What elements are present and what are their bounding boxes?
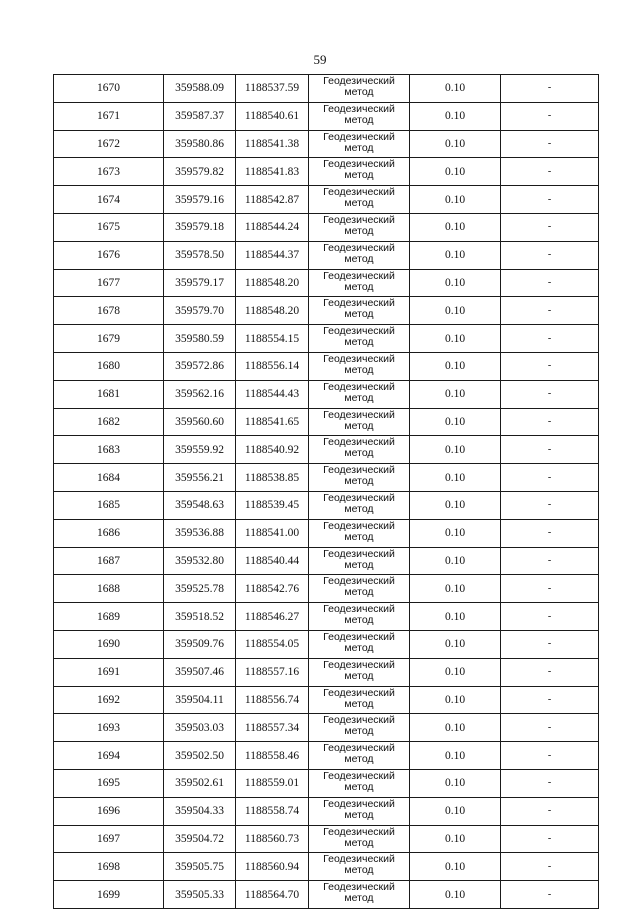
accuracy-value: 0.10 [410, 464, 501, 492]
method-cell [309, 630, 410, 658]
note-value: - [501, 742, 599, 770]
method-line2: метод [344, 864, 374, 877]
point-number: 1675 [54, 213, 164, 241]
point-number: 1686 [54, 519, 164, 547]
method-line1: Геодезический [323, 241, 395, 254]
method-line1: Геодезический [323, 186, 395, 199]
point-number: 1692 [54, 686, 164, 714]
table-row [54, 102, 599, 130]
coordinate-x: 359572.86 [164, 352, 236, 380]
table-row [54, 658, 599, 686]
table-row [54, 213, 599, 241]
point-number: 1670 [54, 75, 164, 103]
coordinate-x: 359504.33 [164, 797, 236, 825]
table-row [54, 547, 599, 575]
method-line2: метод [344, 558, 374, 571]
note-value: - [501, 853, 599, 881]
method-line1: Геодезический [323, 408, 395, 421]
accuracy-value: 0.10 [410, 881, 501, 909]
point-number: 1690 [54, 630, 164, 658]
coordinate-x: 359548.63 [164, 491, 236, 519]
coordinate-y: 1188558.46 [236, 742, 309, 770]
accuracy-value: 0.10 [410, 352, 501, 380]
table-row [54, 714, 599, 742]
table-row [54, 853, 599, 881]
method-line1: Геодезический [323, 325, 395, 338]
coordinate-y: 1188544.24 [236, 213, 309, 241]
method-line1: Геодезический [323, 742, 395, 755]
method-line1: Геодезический [323, 769, 395, 782]
method-line2: метод [344, 141, 374, 154]
accuracy-value: 0.10 [410, 797, 501, 825]
method-line1: Геодезический [323, 75, 395, 87]
method-cell [309, 158, 410, 186]
method-line1: Геодезический [323, 297, 395, 310]
point-number: 1696 [54, 797, 164, 825]
table-row [54, 491, 599, 519]
point-number: 1684 [54, 464, 164, 492]
method-line2: метод [344, 780, 374, 793]
accuracy-value: 0.10 [410, 714, 501, 742]
accuracy-value: 0.10 [410, 630, 501, 658]
coordinate-y: 1188564.70 [236, 881, 309, 909]
table-row [54, 130, 599, 158]
method-line2: метод [344, 530, 374, 543]
method-cell [309, 658, 410, 686]
method-line2: метод [344, 280, 374, 293]
point-number: 1679 [54, 325, 164, 353]
method-line1: Геодезический [323, 714, 395, 727]
table-row [54, 241, 599, 269]
coordinate-y: 1188544.43 [236, 380, 309, 408]
coordinate-y: 1188557.16 [236, 658, 309, 686]
point-number: 1697 [54, 825, 164, 853]
coordinate-y: 1188560.73 [236, 825, 309, 853]
coordinate-x: 359509.76 [164, 630, 236, 658]
coordinate-y: 1188556.74 [236, 686, 309, 714]
coordinate-y: 1188541.38 [236, 130, 309, 158]
note-value: - [501, 575, 599, 603]
note-value: - [501, 241, 599, 269]
coordinate-y: 1188537.59 [236, 75, 309, 103]
coordinate-y: 1188559.01 [236, 769, 309, 797]
accuracy-value: 0.10 [410, 519, 501, 547]
accuracy-value: 0.10 [410, 380, 501, 408]
accuracy-value: 0.10 [410, 825, 501, 853]
method-cell [309, 408, 410, 436]
coordinate-y: 1188539.45 [236, 491, 309, 519]
accuracy-value: 0.10 [410, 102, 501, 130]
method-cell [309, 241, 410, 269]
method-line2: метод [344, 447, 374, 460]
coordinate-y: 1188542.76 [236, 575, 309, 603]
accuracy-value: 0.10 [410, 241, 501, 269]
table-row [54, 797, 599, 825]
coordinate-y: 1188540.61 [236, 102, 309, 130]
method-line2: метод [344, 808, 374, 821]
accuracy-value: 0.10 [410, 491, 501, 519]
coordinate-x: 359580.86 [164, 130, 236, 158]
point-number: 1680 [54, 352, 164, 380]
coordinate-x: 359579.18 [164, 213, 236, 241]
method-line1: Геодезический [323, 603, 395, 616]
method-cell [309, 75, 410, 103]
coordinate-x: 359588.09 [164, 75, 236, 103]
method-line2: метод [344, 753, 374, 766]
table-row [54, 603, 599, 631]
method-cell [309, 769, 410, 797]
method-cell [309, 853, 410, 881]
coordinate-x: 359579.82 [164, 158, 236, 186]
method-cell [309, 575, 410, 603]
point-number: 1693 [54, 714, 164, 742]
point-number: 1699 [54, 881, 164, 909]
method-line1: Геодезический [323, 797, 395, 810]
point-number: 1672 [54, 130, 164, 158]
table-row [54, 519, 599, 547]
note-value: - [501, 658, 599, 686]
accuracy-value: 0.10 [410, 75, 501, 103]
accuracy-value: 0.10 [410, 769, 501, 797]
point-number: 1673 [54, 158, 164, 186]
method-line2: метод [344, 614, 374, 627]
method-line1: Геодезический [323, 519, 395, 532]
note-value: - [501, 75, 599, 103]
coordinate-y: 1188548.20 [236, 297, 309, 325]
method-line2: метод [344, 86, 374, 98]
method-line1: Геодезический [323, 881, 395, 894]
accuracy-value: 0.10 [410, 603, 501, 631]
coordinate-x: 359559.92 [164, 436, 236, 464]
table-row [54, 186, 599, 214]
note-value: - [501, 464, 599, 492]
table-row [54, 881, 599, 909]
method-cell [309, 547, 410, 575]
note-value: - [501, 186, 599, 214]
point-number: 1694 [54, 742, 164, 770]
table-row [54, 742, 599, 770]
method-cell [309, 603, 410, 631]
note-value: - [501, 158, 599, 186]
note-value: - [501, 547, 599, 575]
method-line1: Геодезический [323, 547, 395, 560]
coordinate-y: 1188544.37 [236, 241, 309, 269]
point-number: 1678 [54, 297, 164, 325]
method-line1: Геодезический [323, 352, 395, 365]
coordinate-x: 359502.50 [164, 742, 236, 770]
table-row [54, 686, 599, 714]
coordinate-y: 1188538.85 [236, 464, 309, 492]
accuracy-value: 0.10 [410, 130, 501, 158]
table-row [54, 769, 599, 797]
method-line1: Геодезический [323, 491, 395, 504]
method-line2: метод [344, 419, 374, 432]
point-number: 1688 [54, 575, 164, 603]
table-row [54, 297, 599, 325]
point-number: 1674 [54, 186, 164, 214]
method-line2: метод [344, 391, 374, 404]
method-line2: метод [344, 502, 374, 515]
note-value: - [501, 269, 599, 297]
coordinate-y: 1188540.92 [236, 436, 309, 464]
method-cell [309, 797, 410, 825]
coordinate-x: 359502.61 [164, 769, 236, 797]
method-line2: метод [344, 475, 374, 488]
coordinate-x: 359507.46 [164, 658, 236, 686]
note-value: - [501, 881, 599, 909]
coordinate-x: 359587.37 [164, 102, 236, 130]
point-number: 1671 [54, 102, 164, 130]
point-number: 1695 [54, 769, 164, 797]
coordinates-table [53, 74, 599, 909]
accuracy-value: 0.10 [410, 297, 501, 325]
coordinate-y: 1188557.34 [236, 714, 309, 742]
method-cell [309, 102, 410, 130]
method-line2: метод [344, 725, 374, 738]
accuracy-value: 0.10 [410, 658, 501, 686]
method-cell [309, 519, 410, 547]
method-cell [309, 686, 410, 714]
coordinate-x: 359560.60 [164, 408, 236, 436]
note-value: - [501, 519, 599, 547]
coordinate-x: 359525.78 [164, 575, 236, 603]
method-line2: метод [344, 836, 374, 849]
note-value: - [501, 491, 599, 519]
method-line1: Геодезический [323, 464, 395, 477]
method-line1: Геодезический [323, 686, 395, 699]
method-line2: метод [344, 308, 374, 321]
table-row [54, 75, 599, 103]
coordinate-y: 1188554.15 [236, 325, 309, 353]
coordinate-y: 1188541.83 [236, 158, 309, 186]
table-row [54, 630, 599, 658]
coordinate-x: 359580.59 [164, 325, 236, 353]
coordinate-x: 359532.80 [164, 547, 236, 575]
table-row [54, 325, 599, 353]
accuracy-value: 0.10 [410, 325, 501, 353]
accuracy-value: 0.10 [410, 686, 501, 714]
accuracy-value: 0.10 [410, 269, 501, 297]
method-line1: Геодезический [323, 130, 395, 143]
note-value: - [501, 686, 599, 714]
method-cell [309, 464, 410, 492]
point-number: 1685 [54, 491, 164, 519]
method-line2: метод [344, 892, 374, 905]
method-line1: Геодезический [323, 380, 395, 393]
coordinate-x: 359504.11 [164, 686, 236, 714]
table-row [54, 825, 599, 853]
coordinate-y: 1188541.65 [236, 408, 309, 436]
method-cell [309, 714, 410, 742]
method-line1: Геодезический [323, 825, 395, 838]
method-cell [309, 325, 410, 353]
method-cell [309, 881, 410, 909]
coordinate-y: 1188548.20 [236, 269, 309, 297]
table-row [54, 380, 599, 408]
method-cell [309, 742, 410, 770]
note-value: - [501, 825, 599, 853]
coordinate-x: 359503.03 [164, 714, 236, 742]
accuracy-value: 0.10 [410, 408, 501, 436]
note-value: - [501, 352, 599, 380]
coordinate-y: 1188540.44 [236, 547, 309, 575]
method-cell [309, 352, 410, 380]
table-row [54, 436, 599, 464]
point-number: 1687 [54, 547, 164, 575]
method-cell [309, 269, 410, 297]
method-line1: Геодезический [323, 102, 395, 115]
accuracy-value: 0.10 [410, 186, 501, 214]
coordinate-y: 1188541.00 [236, 519, 309, 547]
method-line1: Геодезический [323, 630, 395, 643]
table-row [54, 352, 599, 380]
method-cell [309, 825, 410, 853]
method-line1: Геодезический [323, 853, 395, 866]
accuracy-value: 0.10 [410, 742, 501, 770]
coordinate-x: 359556.21 [164, 464, 236, 492]
method-cell [309, 186, 410, 214]
coordinate-y: 1188542.87 [236, 186, 309, 214]
page-number: 59 [313, 52, 327, 67]
coordinate-x: 359504.72 [164, 825, 236, 853]
method-line2: метод [344, 252, 374, 265]
coordinate-x: 359505.33 [164, 881, 236, 909]
table-row [54, 575, 599, 603]
method-cell [309, 130, 410, 158]
coordinate-x: 359518.52 [164, 603, 236, 631]
accuracy-value: 0.10 [410, 158, 501, 186]
method-line2: метод [344, 224, 374, 237]
note-value: - [501, 603, 599, 631]
method-line2: метод [344, 669, 374, 682]
note-value: - [501, 130, 599, 158]
coordinate-y: 1188560.94 [236, 853, 309, 881]
note-value: - [501, 325, 599, 353]
coordinate-x: 359505.75 [164, 853, 236, 881]
method-line2: метод [344, 113, 374, 126]
method-cell [309, 436, 410, 464]
note-value: - [501, 380, 599, 408]
method-line2: метод [344, 197, 374, 210]
coordinate-x: 359578.50 [164, 241, 236, 269]
coordinate-x: 359579.70 [164, 297, 236, 325]
table-row [54, 408, 599, 436]
point-number: 1683 [54, 436, 164, 464]
accuracy-value: 0.10 [410, 853, 501, 881]
note-value: - [501, 769, 599, 797]
method-cell [309, 213, 410, 241]
point-number: 1698 [54, 853, 164, 881]
point-number: 1682 [54, 408, 164, 436]
table-row [54, 464, 599, 492]
note-value: - [501, 436, 599, 464]
accuracy-value: 0.10 [410, 575, 501, 603]
accuracy-value: 0.10 [410, 213, 501, 241]
note-value: - [501, 408, 599, 436]
coordinate-y: 1188558.74 [236, 797, 309, 825]
method-line2: метод [344, 641, 374, 654]
method-cell [309, 491, 410, 519]
note-value: - [501, 102, 599, 130]
method-line1: Геодезический [323, 213, 395, 226]
accuracy-value: 0.10 [410, 436, 501, 464]
method-line1: Геодезический [323, 158, 395, 171]
method-line1: Геодезический [323, 269, 395, 282]
coordinate-y: 1188554.05 [236, 630, 309, 658]
coordinate-y: 1188556.14 [236, 352, 309, 380]
coordinate-x: 359579.16 [164, 186, 236, 214]
method-line2: метод [344, 697, 374, 710]
method-cell [309, 380, 410, 408]
method-line2: метод [344, 336, 374, 349]
note-value: - [501, 714, 599, 742]
note-value: - [501, 797, 599, 825]
method-cell [309, 297, 410, 325]
coordinate-y: 1188546.27 [236, 603, 309, 631]
method-line2: метод [344, 586, 374, 599]
method-line2: метод [344, 169, 374, 182]
method-line2: метод [344, 363, 374, 376]
point-number: 1689 [54, 603, 164, 631]
point-number: 1676 [54, 241, 164, 269]
table-row [54, 269, 599, 297]
note-value: - [501, 213, 599, 241]
point-number: 1691 [54, 658, 164, 686]
note-value: - [501, 297, 599, 325]
point-number: 1677 [54, 269, 164, 297]
coordinate-x: 359562.16 [164, 380, 236, 408]
method-line1: Геодезический [323, 436, 395, 449]
point-number: 1681 [54, 380, 164, 408]
note-value: - [501, 630, 599, 658]
coordinate-x: 359536.88 [164, 519, 236, 547]
table-row [54, 158, 599, 186]
method-line1: Геодезический [323, 658, 395, 671]
coordinate-x: 359579.17 [164, 269, 236, 297]
accuracy-value: 0.10 [410, 547, 501, 575]
method-line1: Геодезический [323, 575, 395, 588]
